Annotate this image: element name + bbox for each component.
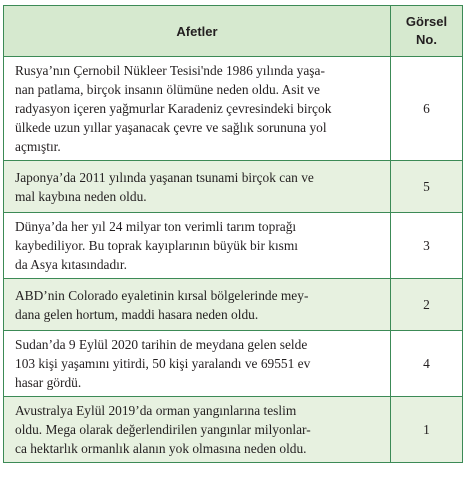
description-line: nan patlama, birçok insanın ölümüne neden oldu. Asit ve	[15, 82, 320, 97]
description-line: Japonya’da 2011 yılında yaşanan tsunami birçok can ve	[15, 169, 314, 185]
table-row	[4, 331, 463, 397]
table-row	[4, 397, 463, 463]
table-header-row	[4, 6, 463, 57]
disaster-description	[4, 397, 391, 463]
description-line: da Asya kıtasındadır.	[15, 257, 127, 272]
table-row	[4, 57, 463, 161]
disasters-table	[3, 5, 463, 463]
table-row	[4, 161, 463, 213]
table-body	[4, 57, 463, 463]
disaster-description	[4, 161, 391, 213]
disaster-description	[4, 279, 391, 331]
description-line: radyasyon içeren yağmurlar Karadeniz çevresindeki birçok	[15, 101, 332, 116]
image-number: 4	[391, 331, 463, 397]
description-line: Sudan’da 9 Eylül 2020 tarihin de meydana gelen selde	[15, 337, 308, 352]
disaster-description	[4, 57, 391, 161]
description-line: oldu. Mega olarak değerlendirilen yangınlar milyonlar-	[15, 422, 311, 437]
disaster-description	[4, 331, 391, 397]
image-number: 6	[391, 57, 463, 161]
image-number: 5	[391, 161, 463, 213]
description-line: ülkede uzun yıllar yaşanacak çevre ve sağlık sorununa yol	[15, 120, 327, 135]
description-line: kaybediliyor. Bu toprak kayıplarının büyük bir kısmı	[15, 238, 299, 253]
description-line: 103 kişi yaşamını yitirdi, 50 kişi yaralandı ve 69551 ev	[15, 356, 311, 371]
table-row	[4, 213, 463, 279]
description-line: ca hektarlık ormanlık alanın yok olmasına neden oldu.	[15, 441, 307, 456]
description-line: açmıştır.	[15, 139, 61, 154]
description-line: ABD’nin Colorado eyaletinin kırsal bölgelerinde mey-	[15, 287, 309, 303]
description-line: hasar gördü.	[15, 375, 82, 390]
header-image-no: Görsel No.	[391, 6, 463, 57]
image-number: 1	[391, 397, 463, 463]
description-line: Avustralya Eylül 2019’da orman yangınlarına teslim	[15, 403, 297, 418]
description-line: Rusya’nın Çernobil Nükleer Tesisi'nde 1986 yılında yaşa-	[15, 63, 325, 78]
table-row	[4, 279, 463, 331]
image-number: 3	[391, 213, 463, 279]
description-line: mal kaybına neden oldu.	[15, 188, 147, 204]
image-number: 2	[391, 279, 463, 331]
description-line: dana gelen hortum, maddi hasara neden oldu.	[15, 306, 259, 322]
description-line: Dünya’da her yıl 24 milyar ton verimli tarım toprağı	[15, 219, 297, 234]
disaster-description	[4, 213, 391, 279]
header-disasters: Afetler	[4, 6, 391, 57]
